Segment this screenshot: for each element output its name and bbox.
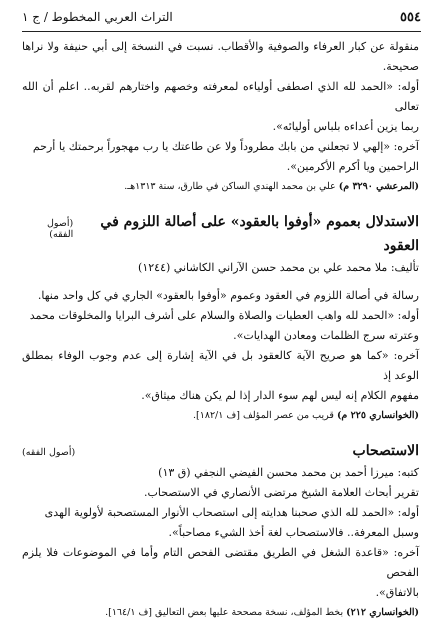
note-details: علي بن محمد الهندي الساكن في طارق، سنة ١٣١٣هـ. [124,181,336,192]
note-details: قريب من عصر المؤلف [ف ١٨٢/١]. [193,410,334,421]
begin-label: أوله: [397,506,419,519]
begin-line: أوله: «الحمد لله الذي اصطفى أولياءه لمعرفته وخصهم واختارهم لقربه.. اعلم أن الله تعالى [22,80,419,113]
description: تقرير أبحاث العلامة الشيخ مرتضى الأنصاري في الاستصحاب. [143,486,419,499]
begin-line: وعترته سرج الظلمات ومعادن الهدايات». [233,329,419,342]
begin-line: وسبل المعرفة.. فالاستصحاب لغة أخذ الشيء مصاحباً». [168,526,419,539]
author-label: كتبه: [397,466,419,479]
description-line: منقولة عن كبار العرفاء والصوفية والأقطاب. نسبت في النسخة إلى أبي حنيفة ولا نراها صحيحة. [22,40,419,73]
subject-tag: (أصول الفقه) [47,218,74,240]
page-content [22,37,419,623]
header-rule [22,31,421,32]
manuscript-note [22,603,419,623]
end-line [22,137,419,157]
end-text: «إلهي لا تجعلني من بابك مطروداً ولا عن طاعتك يا رب مهجوراً برحمتك يا أرحم [32,140,391,153]
end-text: «كما هو صريح الآية كالعقود بل في الآية إشارة إلى عدم وجوب الوفاء بمطلق الوعد إذ [22,349,419,382]
author-name: ميرزا أحمد بن محمد محسن الفيضي النجفي (ق ١٣) [158,466,395,479]
description: رسالة في أصالة اللزوم في العقود وعموم «أوفوا بالعقود» الجاري في كل واحد منها. [37,289,419,302]
manuscript-note [22,406,419,426]
page-header [22,4,421,30]
entry-title: الاستصحاب [352,443,419,459]
end-line: مفهوم الكلام إنه ليس لهم سوء الدار إذا لم يكن هناك ميثاق». [141,389,419,402]
begin-label: أوله: [397,309,419,322]
running-title: التراث العربي المخطوط / ج ١ [22,10,173,24]
note-library: (الخوانساري ٢١٢) [346,607,419,618]
author-label: تأليف: [390,261,419,274]
entry-continued [22,37,419,197]
end-line: بالاتفاق». [375,586,419,599]
subject-tag: (أصول الفقه) [22,447,76,458]
begin-line: ربما يزين أعداءه بلباس أوليائه». [272,120,419,133]
entry-title: الاستدلال بعموم «أوفوا بالعقود» على أصالة اللزوم في العقود [100,214,419,254]
end-label: آخره: [393,349,419,362]
page-number: ٥٥٤ [400,9,421,25]
note-library: (المرعشي ٣٢٩٠ م) [338,181,419,192]
end-text: «قاعدة الشغل في الطريق مقتضى الفحص التام وأما في الموضوعات فلا يلزم الفحص [22,546,419,579]
note-library: (الخوانساري ٢٢٥ م) [336,410,419,421]
manuscript-note [22,177,419,197]
end-line: الراحمين ويا أكرم الأكرمين». [286,160,419,173]
begin-text: «الحمد لله واهب العطيات والصلاة والسلام على أشرف البرايا والمخلوقات محمد [29,309,395,322]
end-label: آخره: [393,140,419,153]
note-details: بخط المؤلف، نسخة مصححة عليها بعض التعاليق [ف ١٦٤/١]. [105,607,344,618]
end-label: آخره: [393,546,420,559]
author-name: ملا محمد علي بن محمد حسن الآراني الكاشاني (١٢٤٤) [138,261,388,274]
begin-text: «الحمد لله الذي صحبنا هدايته إلى استصحاب الأنوار المستصحبة لأولوية الهدى [44,506,395,519]
entry-istishab [22,439,419,623]
entry-aqud [22,210,419,426]
